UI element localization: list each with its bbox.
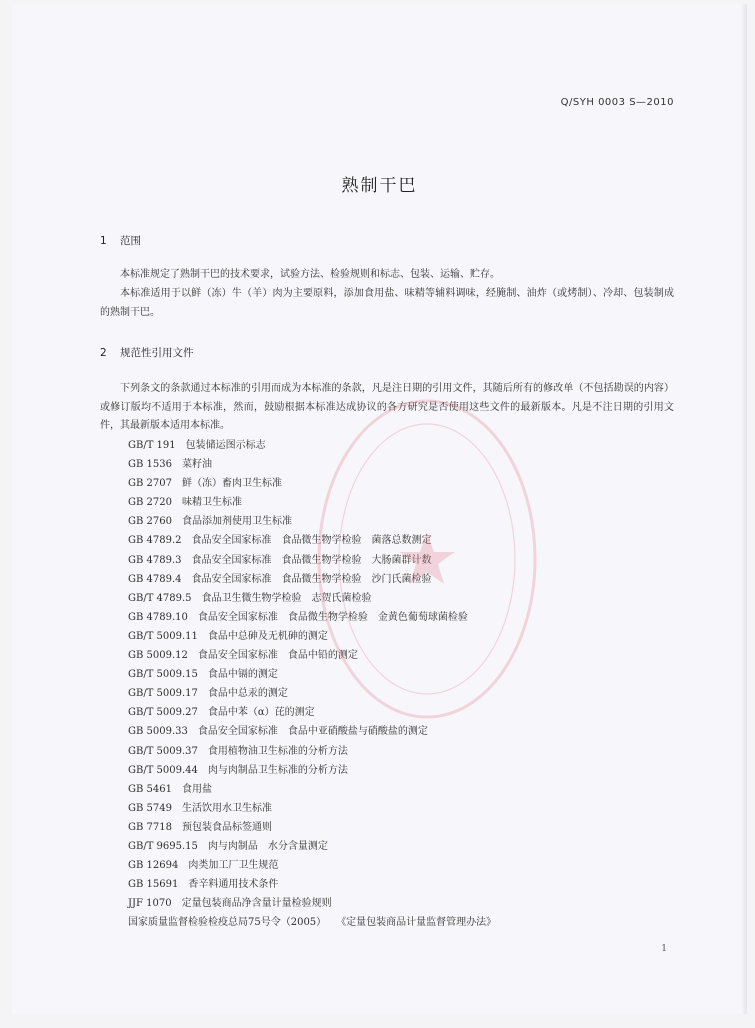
reference-code: GB/T 5009.27 — [128, 707, 198, 719]
reference-item — [128, 761, 496, 780]
reference-code: 国家质量监督检验检疫总局75号令（2005） — [128, 917, 327, 929]
reference-code: GB 2720 — [128, 497, 172, 509]
reference-item — [128, 894, 496, 913]
reference-title: 香辛料通用技术条件 — [188, 879, 279, 891]
reference-code: GB/T 9695.15 — [128, 840, 198, 852]
reference-title: 《定量包装商品计量监督管理办法》 — [336, 917, 497, 929]
section-2-number: 2 — [100, 347, 107, 359]
reference-code: GB 4789.10 — [128, 611, 188, 623]
reference-code: GB 7718 — [128, 821, 172, 833]
reference-code: GB/T 191 — [128, 440, 176, 451]
reference-item — [128, 570, 496, 589]
reference-item — [128, 799, 496, 818]
document-page — [12, 4, 747, 1014]
reference-item — [128, 512, 496, 531]
section-1-heading — [100, 233, 141, 248]
reference-title: 食品中总砷及无机砷的测定 — [207, 630, 328, 642]
reference-title: 食品安全国家标准 食品微生物学检验 菌落总数测定 — [191, 535, 432, 547]
reference-title: 肉与肉制品 水分含量测定 — [207, 840, 328, 852]
reference-title: 食品中苯（α）芘的测定 — [207, 707, 315, 719]
reference-code: JJF 1070 — [128, 898, 172, 910]
reference-code: GB 4789.3 — [128, 554, 182, 566]
reference-item — [128, 742, 496, 761]
reference-item — [128, 913, 496, 932]
reference-code: GB 5009.33 — [128, 726, 188, 738]
section-1-paragraph-2: 本标准适用于以鲜（冻）牛（羊）肉为主要原料，添加食用盐、味精等辅料调味，经腌制、油炸（或烤制）、冷却、包装制成的熟制干巴。 — [100, 288, 674, 318]
reference-title: 食品安全国家标准 食品微生物学检验 大肠菌群计数 — [191, 554, 432, 566]
reference-item — [128, 646, 496, 665]
section-2-intro: 下列条文的条款通过本标准的引用而成为本标准的条款，凡是注日期的引用文件，其随后所有的修改单（不包括勘误的内容）或修订版均不适用于本标准，然而，鼓励根据本标准达成协议的各方研究是否使用这些文件的最新版本。凡是不注日期的引用文件，其最新版本适用本标准。 — [100, 383, 674, 431]
reference-item — [128, 531, 496, 550]
reference-code: GB 4789.4 — [128, 573, 182, 585]
reference-title: 定量包装商品净含量计量检验规则 — [181, 898, 332, 910]
reference-item — [128, 837, 496, 856]
reference-list — [128, 436, 496, 932]
section-2-heading — [100, 345, 194, 360]
standard-code: Q/SYH 0003 S—2010 — [560, 97, 674, 108]
reference-code: GB 5749 — [128, 802, 172, 814]
reference-item — [128, 436, 496, 455]
reference-item — [128, 665, 496, 684]
reference-title: 鲜（冻）畜肉卫生标准 — [181, 478, 282, 490]
reference-code: GB 4789.2 — [128, 535, 182, 547]
reference-title: 包装储运图示标志 — [185, 440, 266, 451]
reference-code: GB/T 5009.17 — [128, 688, 198, 700]
reference-title: 食品中总汞的测定 — [207, 688, 288, 700]
reference-item — [128, 856, 496, 875]
reference-item — [128, 551, 496, 570]
reference-title: 食品卫生微生物学检验 志贺氏菌检验 — [201, 592, 372, 604]
reference-code: GB/T 5009.15 — [128, 669, 198, 681]
reference-title: 食品安全国家标准 食品中亚硝酸盐与硝酸盐的测定 — [197, 726, 428, 738]
reference-title: 食品添加剂使用卫生标准 — [181, 516, 292, 528]
page-edge-shadow — [741, 4, 747, 1014]
reference-item — [128, 818, 496, 837]
reference-title: 食品安全国家标准 食品微生物学检验 沙门氏菌检验 — [191, 573, 432, 585]
reference-item — [128, 684, 496, 703]
reference-title: 生活饮用水卫生标准 — [181, 802, 272, 814]
reference-code: GB/T 5009.44 — [128, 764, 198, 776]
reference-code: GB 2760 — [128, 516, 172, 528]
reference-item — [128, 627, 496, 646]
reference-code: GB/T 4789.5 — [128, 592, 192, 604]
reference-title: 味精卫生标准 — [181, 497, 242, 509]
section-1-number: 1 — [100, 235, 107, 247]
reference-item — [128, 493, 496, 512]
reference-item — [128, 722, 496, 741]
reference-item — [128, 780, 496, 799]
document-title: 熟制干巴 — [341, 176, 418, 196]
reference-title: 食品中镉的测定 — [207, 669, 278, 681]
reference-item — [128, 474, 496, 493]
reference-code: GB/T 5009.11 — [128, 630, 198, 642]
reference-title: 食用植物油卫生标准的分析方法 — [207, 745, 348, 757]
reference-code: GB/T 5009.37 — [128, 745, 198, 757]
reference-code: GB 1536 — [128, 459, 172, 471]
reference-title: 菜籽油 — [181, 459, 212, 471]
page-number: 1 — [661, 944, 667, 954]
reference-title: 预包装食品标签通则 — [181, 821, 272, 833]
reference-title: 食品安全国家标准 食品中铅的测定 — [197, 650, 358, 662]
reference-item — [128, 608, 496, 627]
section-1-title: 范围 — [120, 235, 141, 247]
reference-code: GB 12694 — [128, 860, 179, 872]
reference-code: GB 5009.12 — [128, 650, 188, 662]
reference-title: 肉与肉制品卫生标准的分析方法 — [207, 764, 348, 776]
reference-title: 食用盐 — [181, 783, 212, 795]
reference-item — [128, 703, 496, 722]
reference-code: GB 2707 — [128, 478, 172, 490]
reference-item — [128, 455, 496, 474]
reference-item — [128, 875, 496, 894]
reference-item — [128, 589, 496, 608]
reference-title: 肉类加工厂卫生规范 — [188, 860, 279, 872]
section-2-title: 规范性引用文件 — [120, 347, 194, 359]
reference-code: GB 5461 — [128, 783, 172, 795]
section-1-paragraph-1: 本标准规定了熟制干巴的技术要求，试验方法、检验规则和标志、包装、运输、贮存。 — [120, 269, 500, 280]
reference-title: 食品安全国家标准 食品微生物学检验 金黄色葡萄球菌检验 — [197, 611, 468, 623]
reference-code: GB 15691 — [128, 879, 179, 891]
